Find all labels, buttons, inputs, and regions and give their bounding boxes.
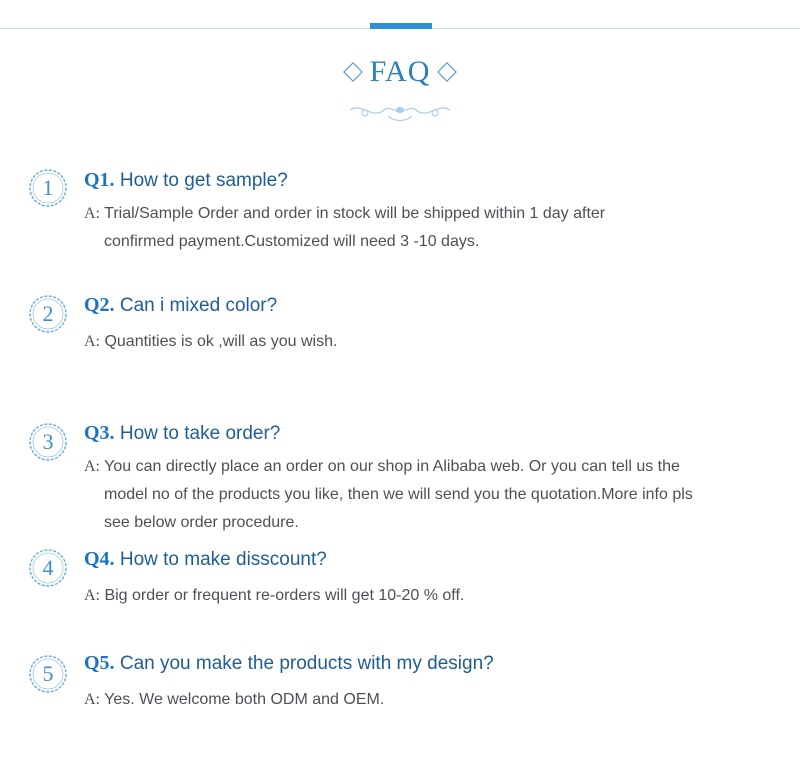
diamond-left-icon (343, 62, 363, 82)
answer-line: confirmed payment.Customized will need 3 -10 days. (104, 233, 480, 250)
top-accent-bar (370, 23, 432, 29)
answer-block (84, 328, 774, 356)
question-text: How to take order? (119, 423, 281, 444)
number-badge (26, 166, 70, 210)
faq-header (0, 52, 800, 92)
answer-line: see below order procedure. (104, 514, 299, 531)
number-badge (26, 420, 70, 464)
badge-number: 1 (42, 175, 54, 200)
answer-prefix: A: (84, 205, 100, 222)
ornament-divider-icon (150, 100, 650, 124)
number-badge (26, 546, 70, 590)
answer-line (84, 328, 774, 356)
badge-number: 2 (42, 301, 54, 326)
answer-text: Quantities is ok ,will as you wish. (104, 333, 338, 350)
question-line (84, 544, 327, 574)
answer-line (84, 453, 774, 481)
question-text: Can you make the products with my design? (119, 653, 494, 674)
question-text: How to make disscount? (119, 549, 327, 570)
answer-text: Yes. We welcome both ODM and OEM. (104, 691, 385, 708)
question-prefix: Q4. (84, 548, 115, 570)
question-line (84, 165, 288, 195)
number-badge (26, 652, 70, 696)
answer-prefix: A: (84, 691, 100, 708)
answer-text: Trial/Sample Order and order in stock will be shipped within 1 day after (104, 205, 606, 222)
answer-block (84, 686, 774, 714)
answer-block (84, 200, 774, 256)
question-line (84, 290, 277, 320)
answer-prefix: A: (84, 333, 100, 350)
answer-line (84, 582, 774, 610)
question-line (84, 648, 494, 678)
question-prefix: Q3. (84, 422, 115, 444)
question-prefix: Q2. (84, 294, 115, 316)
question-prefix: Q1. (84, 169, 115, 191)
question-text: Can i mixed color? (119, 295, 278, 316)
answer-text: Big order or frequent re-orders will get 10-20 % off. (104, 587, 465, 604)
answer-line (84, 200, 774, 228)
page-title: FAQ (369, 55, 431, 88)
question-prefix: Q5. (84, 652, 115, 674)
badge-number: 5 (42, 661, 54, 686)
answer-prefix: A: (84, 587, 100, 604)
answer-line (84, 686, 774, 714)
answer-line: model no of the products you like, then we will send you the quotation.More info pls (104, 486, 693, 503)
question-line (84, 418, 280, 448)
answer-text: You can directly place an order on our shop in Alibaba web. Or you can tell us the (104, 458, 680, 475)
diamond-right-icon (437, 62, 457, 82)
answer-prefix: A: (84, 458, 100, 475)
badge-number: 3 (42, 429, 54, 454)
question-text: How to get sample? (119, 170, 288, 191)
answer-block (84, 453, 774, 537)
badge-number: 4 (42, 555, 54, 580)
answer-block (84, 582, 774, 610)
number-badge (26, 292, 70, 336)
